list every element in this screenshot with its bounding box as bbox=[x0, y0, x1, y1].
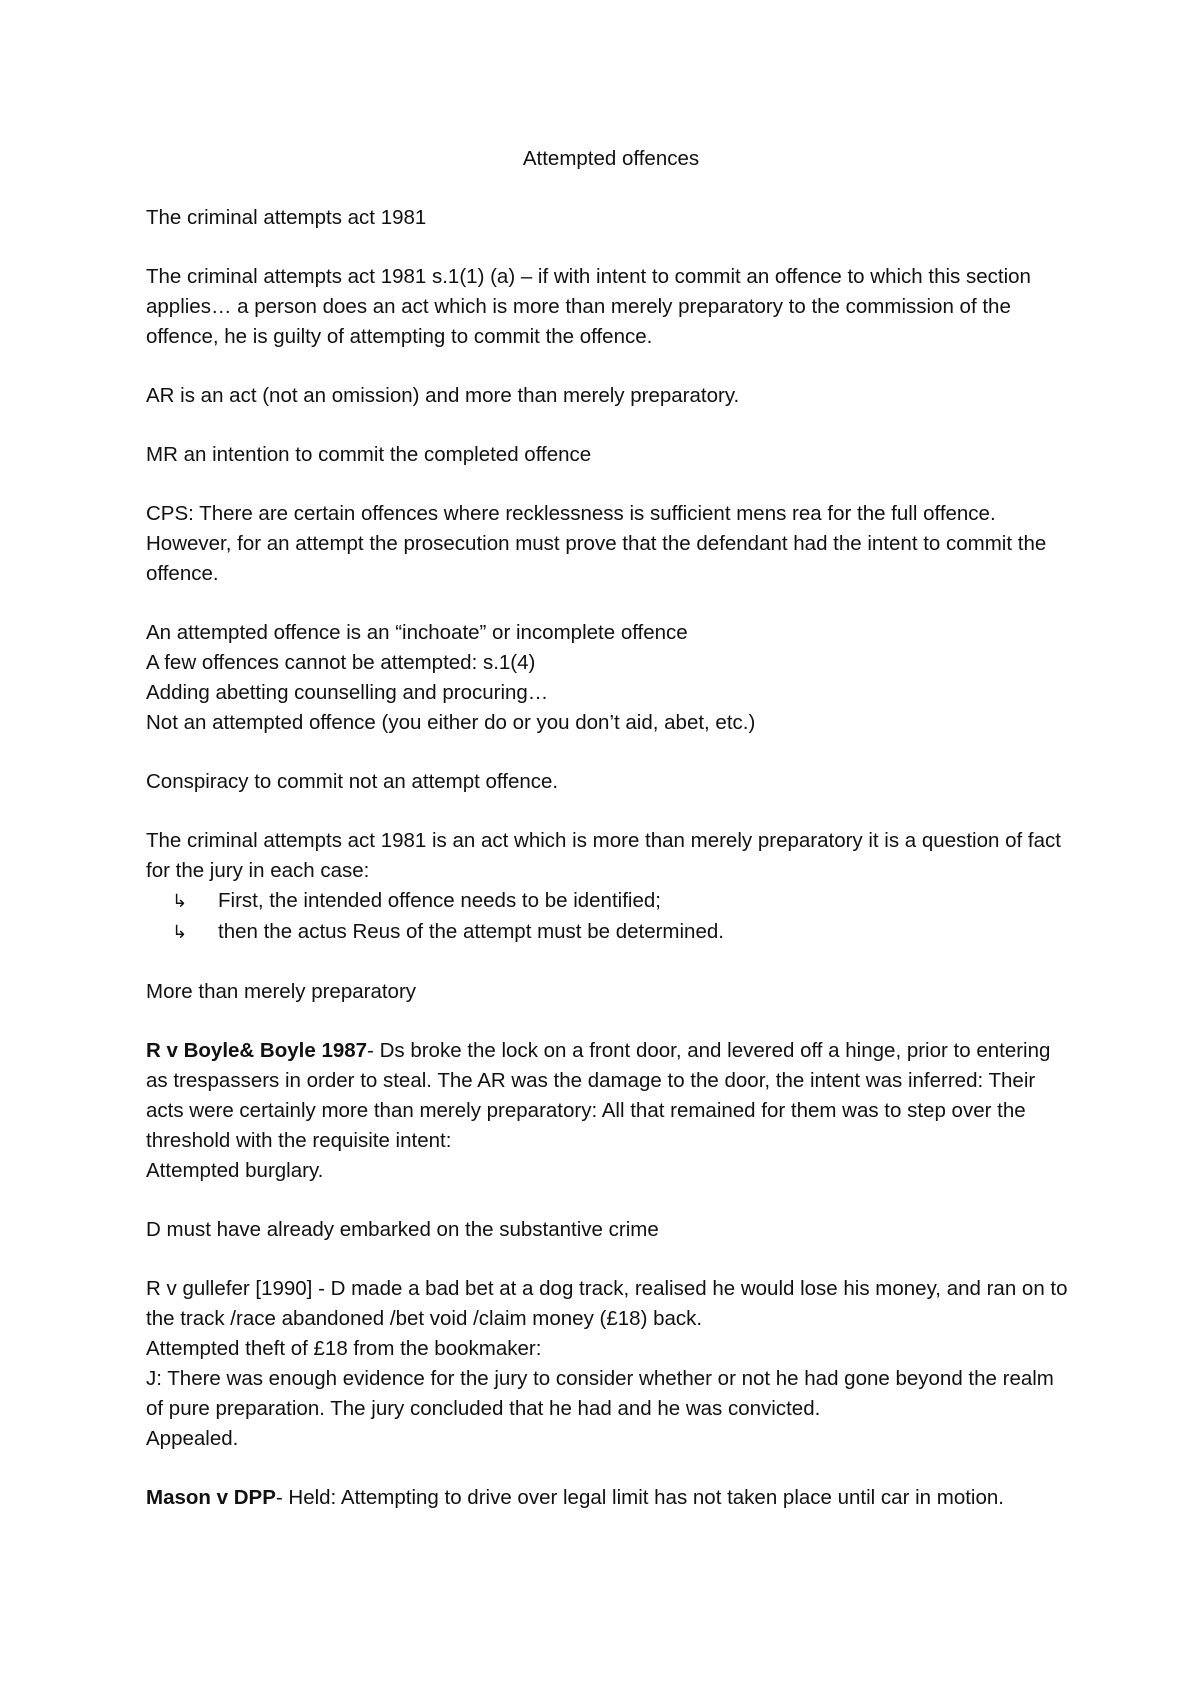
document-title: Attempted offences bbox=[522, 147, 700, 170]
case-mason bbox=[146, 1483, 1076, 1513]
bullet-list bbox=[146, 886, 1076, 948]
case-gullefer-line2: Attempted theft of £18 from the bookmaker: bbox=[146, 1337, 542, 1360]
para-cps: CPS: There are certain offences where recklessness is sufficient mens rea for the full offence. However, for an attempt the prosecution must prove that the defendant had the intent to commit the offence. bbox=[146, 502, 1047, 585]
document-page bbox=[146, 144, 1076, 1542]
inchoate-line: A few offences cannot be attempted: s.1(4) bbox=[146, 651, 536, 674]
case-boyle bbox=[146, 1036, 1076, 1186]
case-gullefer-text: R v gullefer [1990] - D made a bad bet at a dog track, realised he would lose his money, and ran on to the track /race abandoned /bet void /claim money (£18) back. bbox=[146, 1277, 1068, 1330]
heading-preparatory: More than merely preparatory bbox=[146, 980, 417, 1003]
bullet-text: First, the intended offence needs to be identified; bbox=[218, 889, 661, 912]
case-mason-text: - Held: Attempting to drive over legal limit has not taken place until car in motion. bbox=[275, 1486, 1004, 1509]
inchoate-block bbox=[146, 618, 1076, 738]
bullet-text: then the actus Reus of the attempt must be determined. bbox=[218, 920, 724, 943]
para-conspiracy: Conspiracy to commit not an attempt offence. bbox=[146, 770, 559, 793]
curved-arrow-icon: ↳ bbox=[172, 922, 188, 943]
bullet-item bbox=[172, 886, 1076, 917]
case-gullefer bbox=[146, 1274, 1076, 1454]
curved-arrow-icon: ↳ bbox=[172, 891, 188, 912]
case-gullefer-line4: Appealed. bbox=[146, 1427, 239, 1450]
inchoate-line: Adding abetting counselling and procuring… bbox=[146, 681, 549, 704]
case-mason-name: Mason v DPP bbox=[146, 1486, 276, 1509]
inchoate-line: An attempted offence is an “inchoate” or incomplete offence bbox=[146, 621, 688, 644]
para-question: The criminal attempts act 1981 is an act which is more than merely preparatory it is a question of fact for the jury in each case: bbox=[146, 829, 1061, 882]
heading-act: The criminal attempts act 1981 bbox=[146, 206, 427, 229]
inchoate-line: Not an attempted offence (you either do or you don’t aid, abet, etc.) bbox=[146, 711, 756, 734]
para-embarked: D must have already embarked on the substantive crime bbox=[146, 1218, 659, 1241]
bullet-item bbox=[172, 917, 1076, 948]
case-boyle-result: Attempted burglary. bbox=[146, 1159, 324, 1182]
case-boyle-text: - Ds broke the lock on a front door, and levered off a hinge, prior to entering as trespassers in order to steal. The AR was the damage to the door, the intent was inferred: Their acts were certainly more than merely preparatory: All that remained for them was to step over the threshold with the requisite intent: bbox=[146, 1039, 1051, 1152]
para-section: The criminal attempts act 1981 s.1(1) (a) – if with intent to commit an offence to which this section applies… a person does an act which is more than merely preparatory to the commission of the offence, he is guilty of attempting to commit the offence. bbox=[146, 265, 1031, 348]
case-boyle-name: R v Boyle& Boyle 1987 bbox=[146, 1039, 368, 1062]
para-mr: MR an intention to commit the completed offence bbox=[146, 443, 592, 466]
case-gullefer-line3: J: There was enough evidence for the jury to consider whether or not he had gone beyond the realm of pure preparation. The jury concluded that he had and he was convicted. bbox=[146, 1367, 1054, 1420]
para-ar: AR is an act (not an omission) and more than merely preparatory. bbox=[146, 384, 740, 407]
